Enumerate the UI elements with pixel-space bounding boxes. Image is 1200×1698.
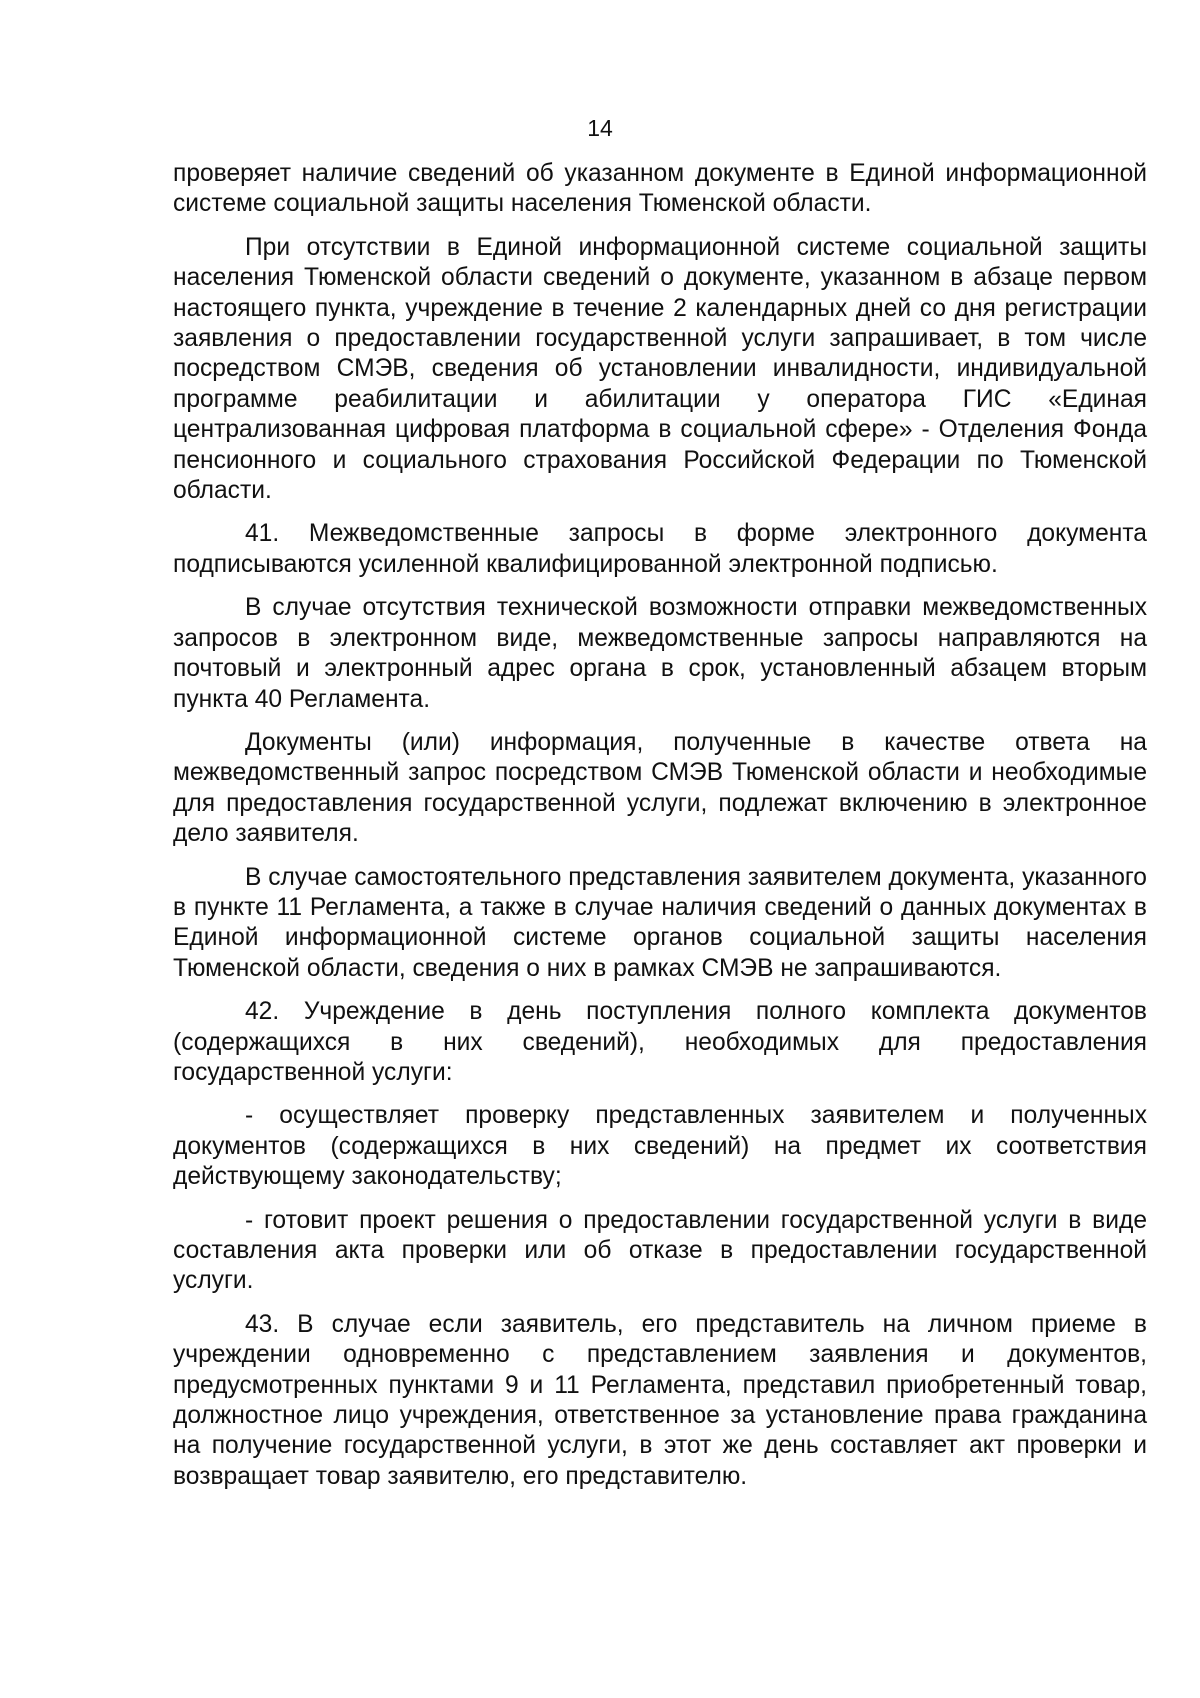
paragraph-missing-info: При отсутствии в Единой информационной системе социальной защиты населения Тюменской области сведений о документе, указанном в абзаце первом настоящего пункта, учреждение в течение 2 календарных дней со дня регистрации заявления о предоставлении государственной услуги запрашивает, в том числе посредством СМЭВ, сведения об установлении инвалидности, индивидуальной программе реабилитации и абилитации у оператора ГИС «Единая централизованная цифровая платформа в социальной сфере» - Отделения Фонда пенсионного и социального страхования Российской Федерации по Тюменской области.	[173, 233, 1147, 505]
paragraph-documents-response: Документы (или) информация, полученные в качестве ответа на межведомственный запрос посредством СМЭВ Тюменской области и необходимые для предоставления государственной услуги, подлежат включению в электронное дело заявителя.	[173, 728, 1147, 848]
paragraph-continuation: проверяет наличие сведений об указанном документе в Единой информационной системе социальной защиты населения Тюменской области.	[173, 160, 1147, 218]
paragraph-item-42: 42. Учреждение в день поступления полного комплекта документов (содержащихся в них сведений), необходимых для предоставления государственной услуги:	[173, 998, 1147, 1086]
list-item-draft-decision: - готовит проект решения о предоставлении государственной услуги в виде составления акта проверки или об отказе в предоставлении государственной услуги.	[173, 1206, 1147, 1295]
paragraph-item-41: 41. Межведомственные запросы в форме электронного документа подписываются усиленной квалифицированной электронной подписью.	[173, 520, 1147, 578]
page-number: 14	[587, 115, 613, 141]
paragraph-self-submission: В случае самостоятельного представления заявителем документа, указанного в пункте 11 Регламента, а также в случае наличия сведений о данных документах в Единой информационной системе органов социальной защиты населения Тюменской области, сведения о них в рамках СМЭВ не запрашиваются.	[173, 863, 1147, 982]
document-body	[173, 159, 1147, 1505]
list-item-verification: - осуществляет проверку представленных заявителем и полученных документов (содержащихся в них сведений) на предмет их соответствия действующему законодательству;	[173, 1102, 1147, 1191]
paragraph-item-43: 43. В случае если заявитель, его представитель на личном приеме в учреждении одновременно с представлением заявления и документов, предусмотренных пунктами 9 и 11 Регламента, представил приобретенный товар, должностное лицо учреждения, ответственное за установление права гражданина на получение государственной услуги, в этот же день составляет акт проверки и возвращает товар заявителю, его представителю.	[173, 1310, 1147, 1490]
paragraph-no-technical-possibility: В случае отсутствия технической возможности отправки межведомственных запросов в электронном виде, межведомственные запросы направляются на почтовый и электронный адрес органа в срок, установленный абзацем вторым пункта 40 Регламента.	[173, 594, 1147, 713]
